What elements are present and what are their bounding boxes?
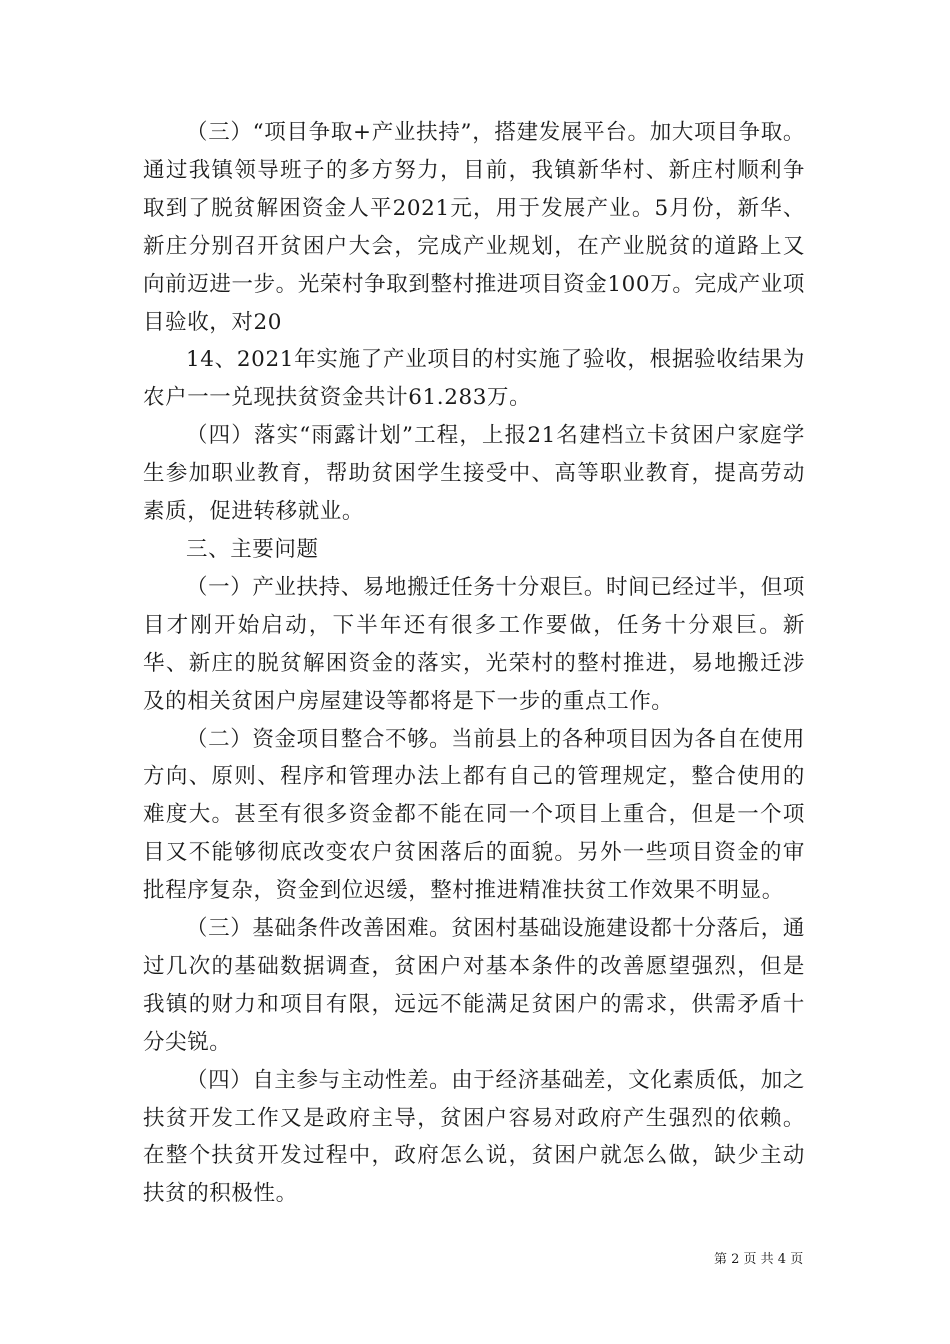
paragraph-problem-1: （一）产业扶持、易地搬迁任务十分艰巨。时间已经过半，但项目才刚开始启动，下半年还有很多工作要做，任务十分艰巨。新华、新庄的脱贫解困资金的落实，光荣村的整村推进，易地搬迁涉及的相关贫困户房屋建设等都将是下一步的重点工作。 <box>143 574 805 714</box>
section-heading-main-problems: 三、主要问题 <box>186 536 319 562</box>
paragraph-problem-4: （四）自主参与主动性差。由于经济基础差，文化素质低，加之扶贫开发工作又是政府主导，贫困户容易对政府产生强烈的依赖。在整个扶贫开发过程中，政府怎么说，贫困户就怎么做，缺少主动扶贫的积极性。 <box>143 1067 805 1207</box>
document-body <box>143 114 805 1213</box>
paragraph-acceptance-results: 14、2021年实施了产业项目的村实施了验收，根据验收结果为农户一一兑现扶贫资金共计61.283万。 <box>143 347 805 411</box>
paragraph-problem-2: （二）资金项目整合不够。当前县上的各种项目因为各自在使用方向、原则、程序和管理办法上都有自己的管理规定，整合使用的难度大。甚至有很多资金都不能在同一个项目上重合，但是一个项目又不能够彻底改变农户贫困落后的面貌。另外一些项目资金的审批程序复杂，资金到位迟缓，整村推进精准扶贫工作效果不明显。 <box>143 726 805 904</box>
paragraph-rain-dew-plan: （四）落实“雨露计划”工程，上报21名建档立卡贫困户家庭学生参加职业教育，帮助贫困学生接受中、高等职业教育，提高劳动素质，促进转移就业。 <box>143 423 805 525</box>
paragraph-project-industry-support: （三）“项目争取+产业扶持”，搭建发展平台。加大项目争取。通过我镇领导班子的多方努力，目前，我镇新华村、新庄村顺利争取到了脱贫解困资金人平2021元，用于发展产业。5月份，新华、新庄分别召开贫困户大会，完成产业规划，在产业脱贫的道路上又向前迈进一步。光荣村争取到整村推进项目资金100万。完成产业项目验收，对20 <box>143 120 805 335</box>
paragraph-problem-3: （三）基础条件改善困难。贫困村基础设施建设都十分落后，通过几次的基础数据调查，贫困户对基本条件的改善愿望强烈，但是我镇的财力和项目有限，远远不能满足贫困户的需求，供需矛盾十分尖锐。 <box>143 916 805 1055</box>
page-number: 第 2 页 共 4 页 <box>714 1252 804 1267</box>
